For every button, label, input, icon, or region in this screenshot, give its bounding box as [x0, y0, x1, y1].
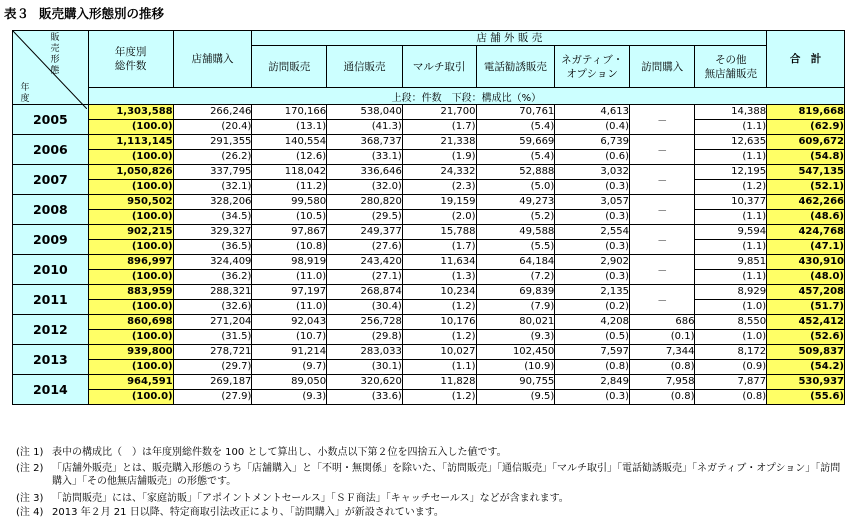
sum-pct-cell: (47.1)	[767, 240, 845, 255]
store-pct-cell: (34.5)	[173, 210, 252, 225]
neg-cell: 3,032	[555, 165, 630, 180]
mail-cell: 243,420	[327, 255, 403, 270]
table-row-pct	[13, 270, 845, 285]
store-pct-cell: (26.2)	[173, 150, 252, 165]
mail-cell: 283,033	[327, 345, 403, 360]
other-pct-cell: (1.1)	[695, 270, 767, 285]
other-cell: 7,877	[695, 375, 767, 390]
year-cell: 2009	[13, 225, 89, 255]
mail-cell: 320,620	[327, 375, 403, 390]
store-cell: 324,409	[173, 255, 252, 270]
table-row-pct	[13, 180, 845, 195]
multi-pct-cell: (1.9)	[402, 150, 476, 165]
phone-pct-cell: (9.3)	[476, 330, 555, 345]
neg-pct-cell: (0.3)	[555, 210, 630, 225]
neg-cell: 4,208	[555, 315, 630, 330]
table-row-pct	[13, 300, 845, 315]
mail-pct-cell: (30.1)	[327, 360, 403, 375]
header-total-cases: 年度別 総件数	[88, 31, 173, 88]
store-pct-cell: (32.1)	[173, 180, 252, 195]
visit-cell: 170,166	[252, 105, 327, 120]
visit-cell: 91,214	[252, 345, 327, 360]
multi-cell: 15,788	[402, 225, 476, 240]
multi-cell: 11,634	[402, 255, 476, 270]
multi-pct-cell: (1.2)	[402, 390, 476, 405]
mail-pct-cell: (32.0)	[327, 180, 403, 195]
neg-pct-cell: (0.3)	[555, 240, 630, 255]
other-pct-cell: (1.0)	[695, 300, 767, 315]
vbuy-pct-cell: (0.8)	[630, 360, 695, 375]
table-row	[13, 255, 845, 270]
phone-cell: 49,273	[476, 195, 555, 210]
total-cases-cell: 1,113,145	[88, 135, 173, 150]
sum-pct-cell: (52.6)	[767, 330, 845, 345]
multi-cell: 10,176	[402, 315, 476, 330]
header-phone: 電話勧誘販売	[476, 46, 555, 88]
sum-cell: 462,266	[767, 195, 845, 210]
store-cell: 288,321	[173, 285, 252, 300]
year-cell: 2010	[13, 255, 89, 285]
phone-cell: 64,184	[476, 255, 555, 270]
phone-pct-cell: (5.2)	[476, 210, 555, 225]
other-pct-cell: (1.0)	[695, 330, 767, 345]
table-row	[13, 345, 845, 360]
table-title	[4, 4, 164, 22]
multi-cell: 10,234	[402, 285, 476, 300]
neg-pct-cell: (0.5)	[555, 330, 630, 345]
total-cases-pct-cell: (100.0)	[88, 210, 173, 225]
sum-cell: 430,910	[767, 255, 845, 270]
total-cases-pct-cell: (100.0)	[88, 150, 173, 165]
store-pct-cell: (36.5)	[173, 240, 252, 255]
other-cell: 8,172	[695, 345, 767, 360]
other-cell: 9,851	[695, 255, 767, 270]
table-title-text: 販売購入形態別の推移	[39, 6, 165, 21]
phone-cell: 59,669	[476, 135, 555, 150]
multi-cell: 11,828	[402, 375, 476, 390]
neg-pct-cell: (0.8)	[555, 360, 630, 375]
header-visit-sales: 訪問販売	[252, 46, 327, 88]
total-cases-cell: 896,997	[88, 255, 173, 270]
other-pct-cell: (1.1)	[695, 120, 767, 135]
table-row	[13, 105, 845, 120]
visit-buy-dash-cell: －	[630, 105, 695, 135]
table-row-pct	[13, 360, 845, 375]
visit-pct-cell: (10.7)	[252, 330, 327, 345]
vbuy-cell: 7,958	[630, 375, 695, 390]
visit-pct-cell: (11.0)	[252, 270, 327, 285]
neg-pct-cell: (0.3)	[555, 390, 630, 405]
header-sum: 合 計	[767, 31, 845, 88]
mail-cell: 268,874	[327, 285, 403, 300]
neg-cell: 2,135	[555, 285, 630, 300]
sum-cell: 457,208	[767, 285, 845, 300]
year-cell: 2007	[13, 165, 89, 195]
total-cases-pct-cell: (100.0)	[88, 330, 173, 345]
multi-cell: 21,338	[402, 135, 476, 150]
mail-pct-cell: (27.6)	[327, 240, 403, 255]
multi-pct-cell: (1.7)	[402, 120, 476, 135]
table-number: 表３	[4, 6, 30, 21]
mail-pct-cell: (27.1)	[327, 270, 403, 285]
visit-buy-dash-cell: －	[630, 225, 695, 255]
store-cell: 337,795	[173, 165, 252, 180]
sum-pct-cell: (62.9)	[767, 120, 845, 135]
table-row	[13, 135, 845, 150]
other-cell: 8,929	[695, 285, 767, 300]
table-row	[13, 195, 845, 210]
sum-cell: 547,135	[767, 165, 845, 180]
neg-cell: 2,849	[555, 375, 630, 390]
visit-pct-cell: (11.2)	[252, 180, 327, 195]
store-pct-cell: (31.5)	[173, 330, 252, 345]
other-cell: 14,388	[695, 105, 767, 120]
sum-cell: 452,412	[767, 315, 845, 330]
visit-pct-cell: (11.0)	[252, 300, 327, 315]
sum-pct-cell: (54.2)	[767, 360, 845, 375]
multi-pct-cell: (1.2)	[402, 300, 476, 315]
header-mail-order: 通信販売	[327, 46, 403, 88]
total-cases-cell: 1,050,826	[88, 165, 173, 180]
store-cell: 269,187	[173, 375, 252, 390]
other-cell: 9,594	[695, 225, 767, 240]
year-cell: 2005	[13, 105, 89, 135]
neg-pct-cell: (0.4)	[555, 120, 630, 135]
phone-pct-cell: (5.4)	[476, 150, 555, 165]
store-cell: 278,721	[173, 345, 252, 360]
store-cell: 271,204	[173, 315, 252, 330]
header-nonstore-group: 店 舗 外 販 売	[252, 31, 767, 46]
note-2: (注 2) 「店舗外販売」とは、販売購入形態のうち「店舗購入」と「不明・無関係」を除いた、「訪問販売」「通信販売」「マルチ取引」「電話勧誘販売」「ネガティブ・オプション」「訪問 購入」「その他無店舗販売」の形態です。	[16, 463, 841, 487]
mail-pct-cell: (29.8)	[327, 330, 403, 345]
total-cases-pct-cell: (100.0)	[88, 180, 173, 195]
neg-pct-cell: (0.6)	[555, 150, 630, 165]
store-cell: 291,355	[173, 135, 252, 150]
total-cases-pct-cell: (100.0)	[88, 120, 173, 135]
visit-cell: 89,050	[252, 375, 327, 390]
header-store: 店舗購入	[173, 31, 252, 88]
header-negative: ネガティブ・ オプション	[555, 46, 630, 88]
multi-pct-cell: (2.3)	[402, 180, 476, 195]
total-cases-cell: 902,215	[88, 225, 173, 240]
multi-pct-cell: (1.2)	[402, 330, 476, 345]
table-row	[13, 315, 845, 330]
corner-year-label: 年 度	[20, 83, 30, 104]
mail-pct-cell: (29.5)	[327, 210, 403, 225]
store-pct-cell: (20.4)	[173, 120, 252, 135]
store-pct-cell: (29.7)	[173, 360, 252, 375]
sales-form-table	[12, 30, 845, 405]
note-4: (注 4) 2013 年２月 21 日以降、特定商取引法改正により、「訪問購入」が新設されています。	[16, 507, 444, 518]
mail-pct-cell: (30.4)	[327, 300, 403, 315]
total-cases-pct-cell: (100.0)	[88, 360, 173, 375]
other-cell: 12,635	[695, 135, 767, 150]
sum-pct-cell: (52.1)	[767, 180, 845, 195]
multi-cell: 24,332	[402, 165, 476, 180]
multi-cell: 10,027	[402, 345, 476, 360]
multi-cell: 19,159	[402, 195, 476, 210]
visit-cell: 92,043	[252, 315, 327, 330]
multi-pct-cell: (1.1)	[402, 360, 476, 375]
visit-pct-cell: (9.7)	[252, 360, 327, 375]
neg-cell: 2,902	[555, 255, 630, 270]
sum-cell: 609,672	[767, 135, 845, 150]
store-pct-cell: (27.9)	[173, 390, 252, 405]
other-pct-cell: (0.9)	[695, 360, 767, 375]
other-pct-cell: (0.8)	[695, 390, 767, 405]
table-row-pct	[13, 330, 845, 345]
phone-pct-cell: (5.5)	[476, 240, 555, 255]
multi-pct-cell: (1.3)	[402, 270, 476, 285]
mail-cell: 368,737	[327, 135, 403, 150]
multi-cell: 21,700	[402, 105, 476, 120]
visit-pct-cell: (9.3)	[252, 390, 327, 405]
mail-pct-cell: (41.3)	[327, 120, 403, 135]
visit-buy-dash-cell: －	[630, 285, 695, 315]
other-cell: 8,550	[695, 315, 767, 330]
multi-pct-cell: (1.7)	[402, 240, 476, 255]
visit-buy-dash-cell: －	[630, 255, 695, 285]
table-row	[13, 165, 845, 180]
visit-buy-dash-cell: －	[630, 195, 695, 225]
vbuy-cell: 686	[630, 315, 695, 330]
sum-pct-cell: (54.8)	[767, 150, 845, 165]
sum-pct-cell: (55.6)	[767, 390, 845, 405]
visit-pct-cell: (13.1)	[252, 120, 327, 135]
year-cell: 2008	[13, 195, 89, 225]
other-cell: 12,195	[695, 165, 767, 180]
phone-cell: 52,888	[476, 165, 555, 180]
year-cell: 2006	[13, 135, 89, 165]
table-row-pct	[13, 210, 845, 225]
visit-pct-cell: (12.6)	[252, 150, 327, 165]
sum-pct-cell: (51.7)	[767, 300, 845, 315]
vbuy-cell: 7,344	[630, 345, 695, 360]
phone-pct-cell: (10.9)	[476, 360, 555, 375]
total-cases-cell: 950,502	[88, 195, 173, 210]
neg-cell: 2,554	[555, 225, 630, 240]
sum-cell: 819,668	[767, 105, 845, 120]
neg-cell: 6,739	[555, 135, 630, 150]
neg-pct-cell: (0.3)	[555, 180, 630, 195]
neg-pct-cell: (0.2)	[555, 300, 630, 315]
phone-cell: 80,021	[476, 315, 555, 330]
total-cases-cell: 939,800	[88, 345, 173, 360]
total-cases-pct-cell: (100.0)	[88, 390, 173, 405]
total-cases-pct-cell: (100.0)	[88, 240, 173, 255]
sum-cell: 424,768	[767, 225, 845, 240]
phone-cell: 102,450	[476, 345, 555, 360]
visit-cell: 98,919	[252, 255, 327, 270]
other-cell: 10,377	[695, 195, 767, 210]
neg-cell: 3,057	[555, 195, 630, 210]
table-row-pct	[13, 240, 845, 255]
neg-pct-cell: (0.3)	[555, 270, 630, 285]
year-cell: 2013	[13, 345, 89, 375]
header-visit-buy: 訪問購入	[630, 46, 695, 88]
phone-pct-cell: (5.0)	[476, 180, 555, 195]
visit-pct-cell: (10.8)	[252, 240, 327, 255]
total-cases-cell: 1,303,588	[88, 105, 173, 120]
visit-cell: 97,197	[252, 285, 327, 300]
other-pct-cell: (1.1)	[695, 150, 767, 165]
total-cases-cell: 860,698	[88, 315, 173, 330]
other-pct-cell: (1.1)	[695, 240, 767, 255]
header-multi: マルチ取引	[402, 46, 476, 88]
vbuy-pct-cell: (0.1)	[630, 330, 695, 345]
vbuy-pct-cell: (0.8)	[630, 390, 695, 405]
mail-cell: 249,377	[327, 225, 403, 240]
phone-cell: 70,761	[476, 105, 555, 120]
total-cases-pct-cell: (100.0)	[88, 270, 173, 285]
corner-form-label: 販 売 形 態	[50, 33, 60, 76]
store-cell: 266,246	[173, 105, 252, 120]
corner-header	[13, 31, 89, 105]
phone-cell: 69,839	[476, 285, 555, 300]
year-cell: 2014	[13, 375, 89, 405]
total-cases-pct-cell: (100.0)	[88, 300, 173, 315]
phone-pct-cell: (9.5)	[476, 390, 555, 405]
year-cell: 2012	[13, 315, 89, 345]
sum-pct-cell: (48.0)	[767, 270, 845, 285]
total-cases-cell: 964,591	[88, 375, 173, 390]
neg-cell: 4,613	[555, 105, 630, 120]
other-pct-cell: (1.1)	[695, 210, 767, 225]
units-row: 上段：件数 下段：構成比（%）	[88, 88, 844, 105]
mail-cell: 280,820	[327, 195, 403, 210]
visit-cell: 140,554	[252, 135, 327, 150]
visit-buy-dash-cell: －	[630, 165, 695, 195]
store-pct-cell: (36.2)	[173, 270, 252, 285]
header-other: その他 無店舗販売	[695, 46, 767, 88]
sum-cell: 509,837	[767, 345, 845, 360]
sum-cell: 530,937	[767, 375, 845, 390]
other-pct-cell: (1.2)	[695, 180, 767, 195]
table-row	[13, 285, 845, 300]
mail-pct-cell: (33.6)	[327, 390, 403, 405]
visit-cell: 118,042	[252, 165, 327, 180]
mail-cell: 256,728	[327, 315, 403, 330]
table-row-pct	[13, 390, 845, 405]
phone-pct-cell: (7.9)	[476, 300, 555, 315]
table-row-pct	[13, 150, 845, 165]
note-3: (注 3) 「訪問販売」には、「家庭訪販」「アポイントメントセールス」「ＳＦ商法」「キャッチセールス」などが含まれます。	[16, 493, 569, 504]
visit-pct-cell: (10.5)	[252, 210, 327, 225]
visit-cell: 99,580	[252, 195, 327, 210]
phone-pct-cell: (5.4)	[476, 120, 555, 135]
visit-cell: 97,867	[252, 225, 327, 240]
total-cases-cell: 883,959	[88, 285, 173, 300]
table-row-pct	[13, 120, 845, 135]
table-row	[13, 375, 845, 390]
mail-pct-cell: (33.1)	[327, 150, 403, 165]
table-row	[13, 225, 845, 240]
visit-buy-dash-cell: －	[630, 135, 695, 165]
store-cell: 328,206	[173, 195, 252, 210]
note-1: (注 1) 表中の構成比（ ）は年度別総件数を 100 として算出し、小数点以下第２位を四捨五入した値です。	[16, 447, 507, 458]
year-cell: 2011	[13, 285, 89, 315]
phone-cell: 49,588	[476, 225, 555, 240]
phone-pct-cell: (7.2)	[476, 270, 555, 285]
mail-cell: 336,646	[327, 165, 403, 180]
multi-pct-cell: (2.0)	[402, 210, 476, 225]
store-pct-cell: (32.6)	[173, 300, 252, 315]
phone-cell: 90,755	[476, 375, 555, 390]
store-cell: 329,327	[173, 225, 252, 240]
sum-pct-cell: (48.6)	[767, 210, 845, 225]
neg-cell: 7,597	[555, 345, 630, 360]
mail-cell: 538,040	[327, 105, 403, 120]
